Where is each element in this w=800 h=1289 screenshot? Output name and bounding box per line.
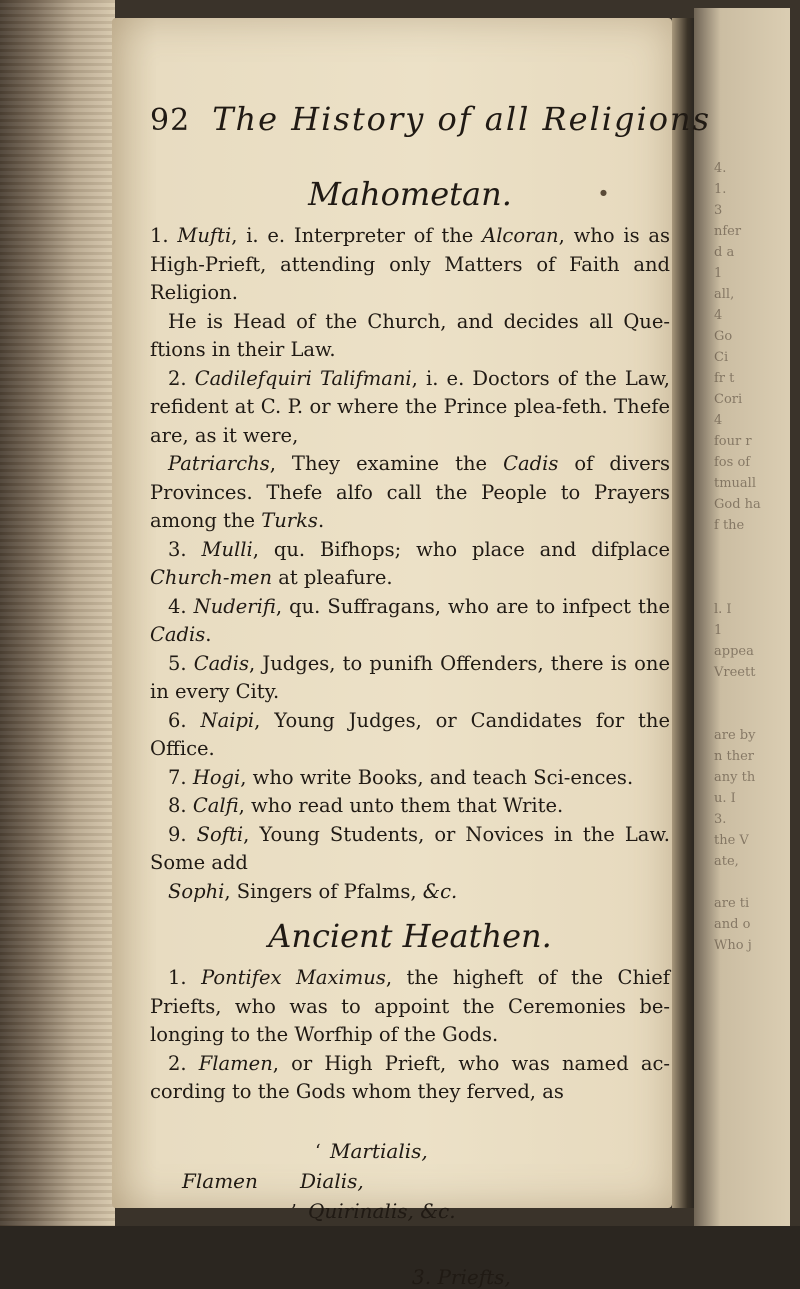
running-head xyxy=(150,100,711,164)
italic-term: Mulli xyxy=(201,537,253,561)
text-run: , who is as High-Prieft, attending only Matters of Faith and Religion. xyxy=(150,224,670,304)
text-run: , Young Judges, or Candidates for the Office. xyxy=(150,708,670,760)
text-run: , Judges, to punifh Offenders, there is one in every City. xyxy=(150,651,670,703)
text-run: 2. xyxy=(168,1051,199,1075)
paragraph xyxy=(150,450,670,536)
section xyxy=(150,172,670,906)
italic-term: Naipi xyxy=(200,708,255,732)
italic-term: Nuderifi xyxy=(193,594,276,618)
text-run: 2. xyxy=(168,366,195,390)
text-run: 4. xyxy=(168,594,194,618)
text-run: , the higheft of the Chief Priefts, who was to appoint the Ceremonies be-longing to the Worfhip of the Gods. xyxy=(150,966,671,1046)
text-run: 6. xyxy=(168,708,201,732)
italic-term: Pontifex Maximus xyxy=(201,966,386,989)
italic-term: Sophi xyxy=(168,879,225,903)
text-run: 9. xyxy=(168,822,197,846)
paragraph xyxy=(150,707,670,764)
text-run: 5. xyxy=(168,651,194,675)
flamen-item: Quirinalis, &c. xyxy=(308,1198,456,1223)
text-run: , who write Books, and teach Sci-ences. xyxy=(240,765,634,789)
paragraph xyxy=(150,536,670,593)
text-run: , who read unto them that Write. xyxy=(238,794,564,817)
flamen-list xyxy=(150,1135,670,1245)
text-run: . xyxy=(205,623,212,646)
text-run: , qu. Suffragans, who are to infpect the xyxy=(275,594,670,618)
page-number: 92 xyxy=(150,103,191,138)
italic-term: Turks xyxy=(261,509,318,532)
facing-page xyxy=(694,8,800,1226)
italic-term: Patriarchs xyxy=(168,452,270,475)
paragraph xyxy=(150,792,670,821)
text-run: , or High Prieft, who was named ac-cording to the Gods whom they ferved, as xyxy=(150,1051,670,1103)
section xyxy=(150,914,670,1107)
text-run: . xyxy=(317,509,325,532)
flamen-item: Martialis, xyxy=(330,1138,428,1163)
italic-term: Church-men xyxy=(150,566,273,589)
flamen-label: Flamen xyxy=(182,1168,258,1193)
text-run: 8. xyxy=(168,794,193,817)
paragraph xyxy=(150,365,670,451)
sections xyxy=(150,172,670,1107)
italic-term: Cadis xyxy=(503,452,559,475)
paragraph xyxy=(150,1050,670,1107)
section-heading: Ancient Heathen. xyxy=(268,917,552,955)
italic-term: Softi xyxy=(196,822,244,846)
paragraph xyxy=(150,964,670,1050)
text-run: , i. e. Doctors of the Law, refident at C. P. or where the Prince plea-feth. Thefe are, as it were, xyxy=(150,366,670,447)
page-content xyxy=(150,100,711,1289)
paragraph xyxy=(150,878,670,907)
italic-term: Cadis xyxy=(150,623,206,646)
text-run: at pleafure. xyxy=(272,566,393,589)
catchword: 3. Priefts, xyxy=(412,1264,511,1289)
italic-term: Calfi xyxy=(192,794,239,817)
flamen-item: Dialis, xyxy=(300,1168,364,1193)
italic-term: Cadis xyxy=(193,651,250,675)
paragraph xyxy=(150,222,670,308)
text-run: , Young Students, or Novices in the Law. Some add xyxy=(150,822,671,874)
book-gutter xyxy=(672,18,694,1208)
paragraph xyxy=(150,764,670,793)
italic-term: Alcoran xyxy=(482,224,559,247)
paragraph xyxy=(150,821,670,878)
paragraph xyxy=(150,308,670,365)
facing-page-text: 4. 1. 3 nfer d a 1 all, 4 Go Ci fr t Cori 4 four r fos of tmuall God ha f the l. I 1 appea Vreett are by n ther any th u. I 3. the V ate, are ti and o Who j xyxy=(714,161,761,953)
running-title: The History of all Religions xyxy=(212,100,711,138)
text-run: , qu. Bifhops; who place and difplace xyxy=(252,537,670,561)
text-run: , Singers of Pfalms, xyxy=(224,879,423,903)
section-heading: Mahometan. xyxy=(308,175,512,213)
italic-term: Hogi xyxy=(192,765,241,789)
text-run: 1. xyxy=(150,224,178,247)
paragraph xyxy=(150,593,670,650)
text-run: of divers Provinces. Thefe alfo call the People to Prayers among the xyxy=(150,452,670,532)
text-run: 1. xyxy=(168,966,202,989)
text-run: , They examine the xyxy=(269,452,504,475)
italic-term: Mufti xyxy=(177,224,232,247)
text-run: He is Head of the Church, and decides all Que-ftions in their Law. xyxy=(150,309,670,361)
paragraph xyxy=(150,650,670,707)
text-run: , i. e. Interpreter of the xyxy=(231,224,483,247)
brace-bottom-icon: ’ xyxy=(291,1200,297,1222)
italic-term: &c. xyxy=(422,879,458,903)
brace-top-icon: ‘ xyxy=(315,1140,321,1162)
italic-term: Cadilefquiri Talifmani xyxy=(194,366,412,390)
text-run: 7. xyxy=(168,765,193,789)
text-run: 3. xyxy=(168,537,202,561)
italic-term: Flamen xyxy=(198,1051,273,1075)
ink-speck: ● xyxy=(600,188,607,197)
scan-edge xyxy=(790,0,800,1226)
book-edge xyxy=(0,0,115,1226)
